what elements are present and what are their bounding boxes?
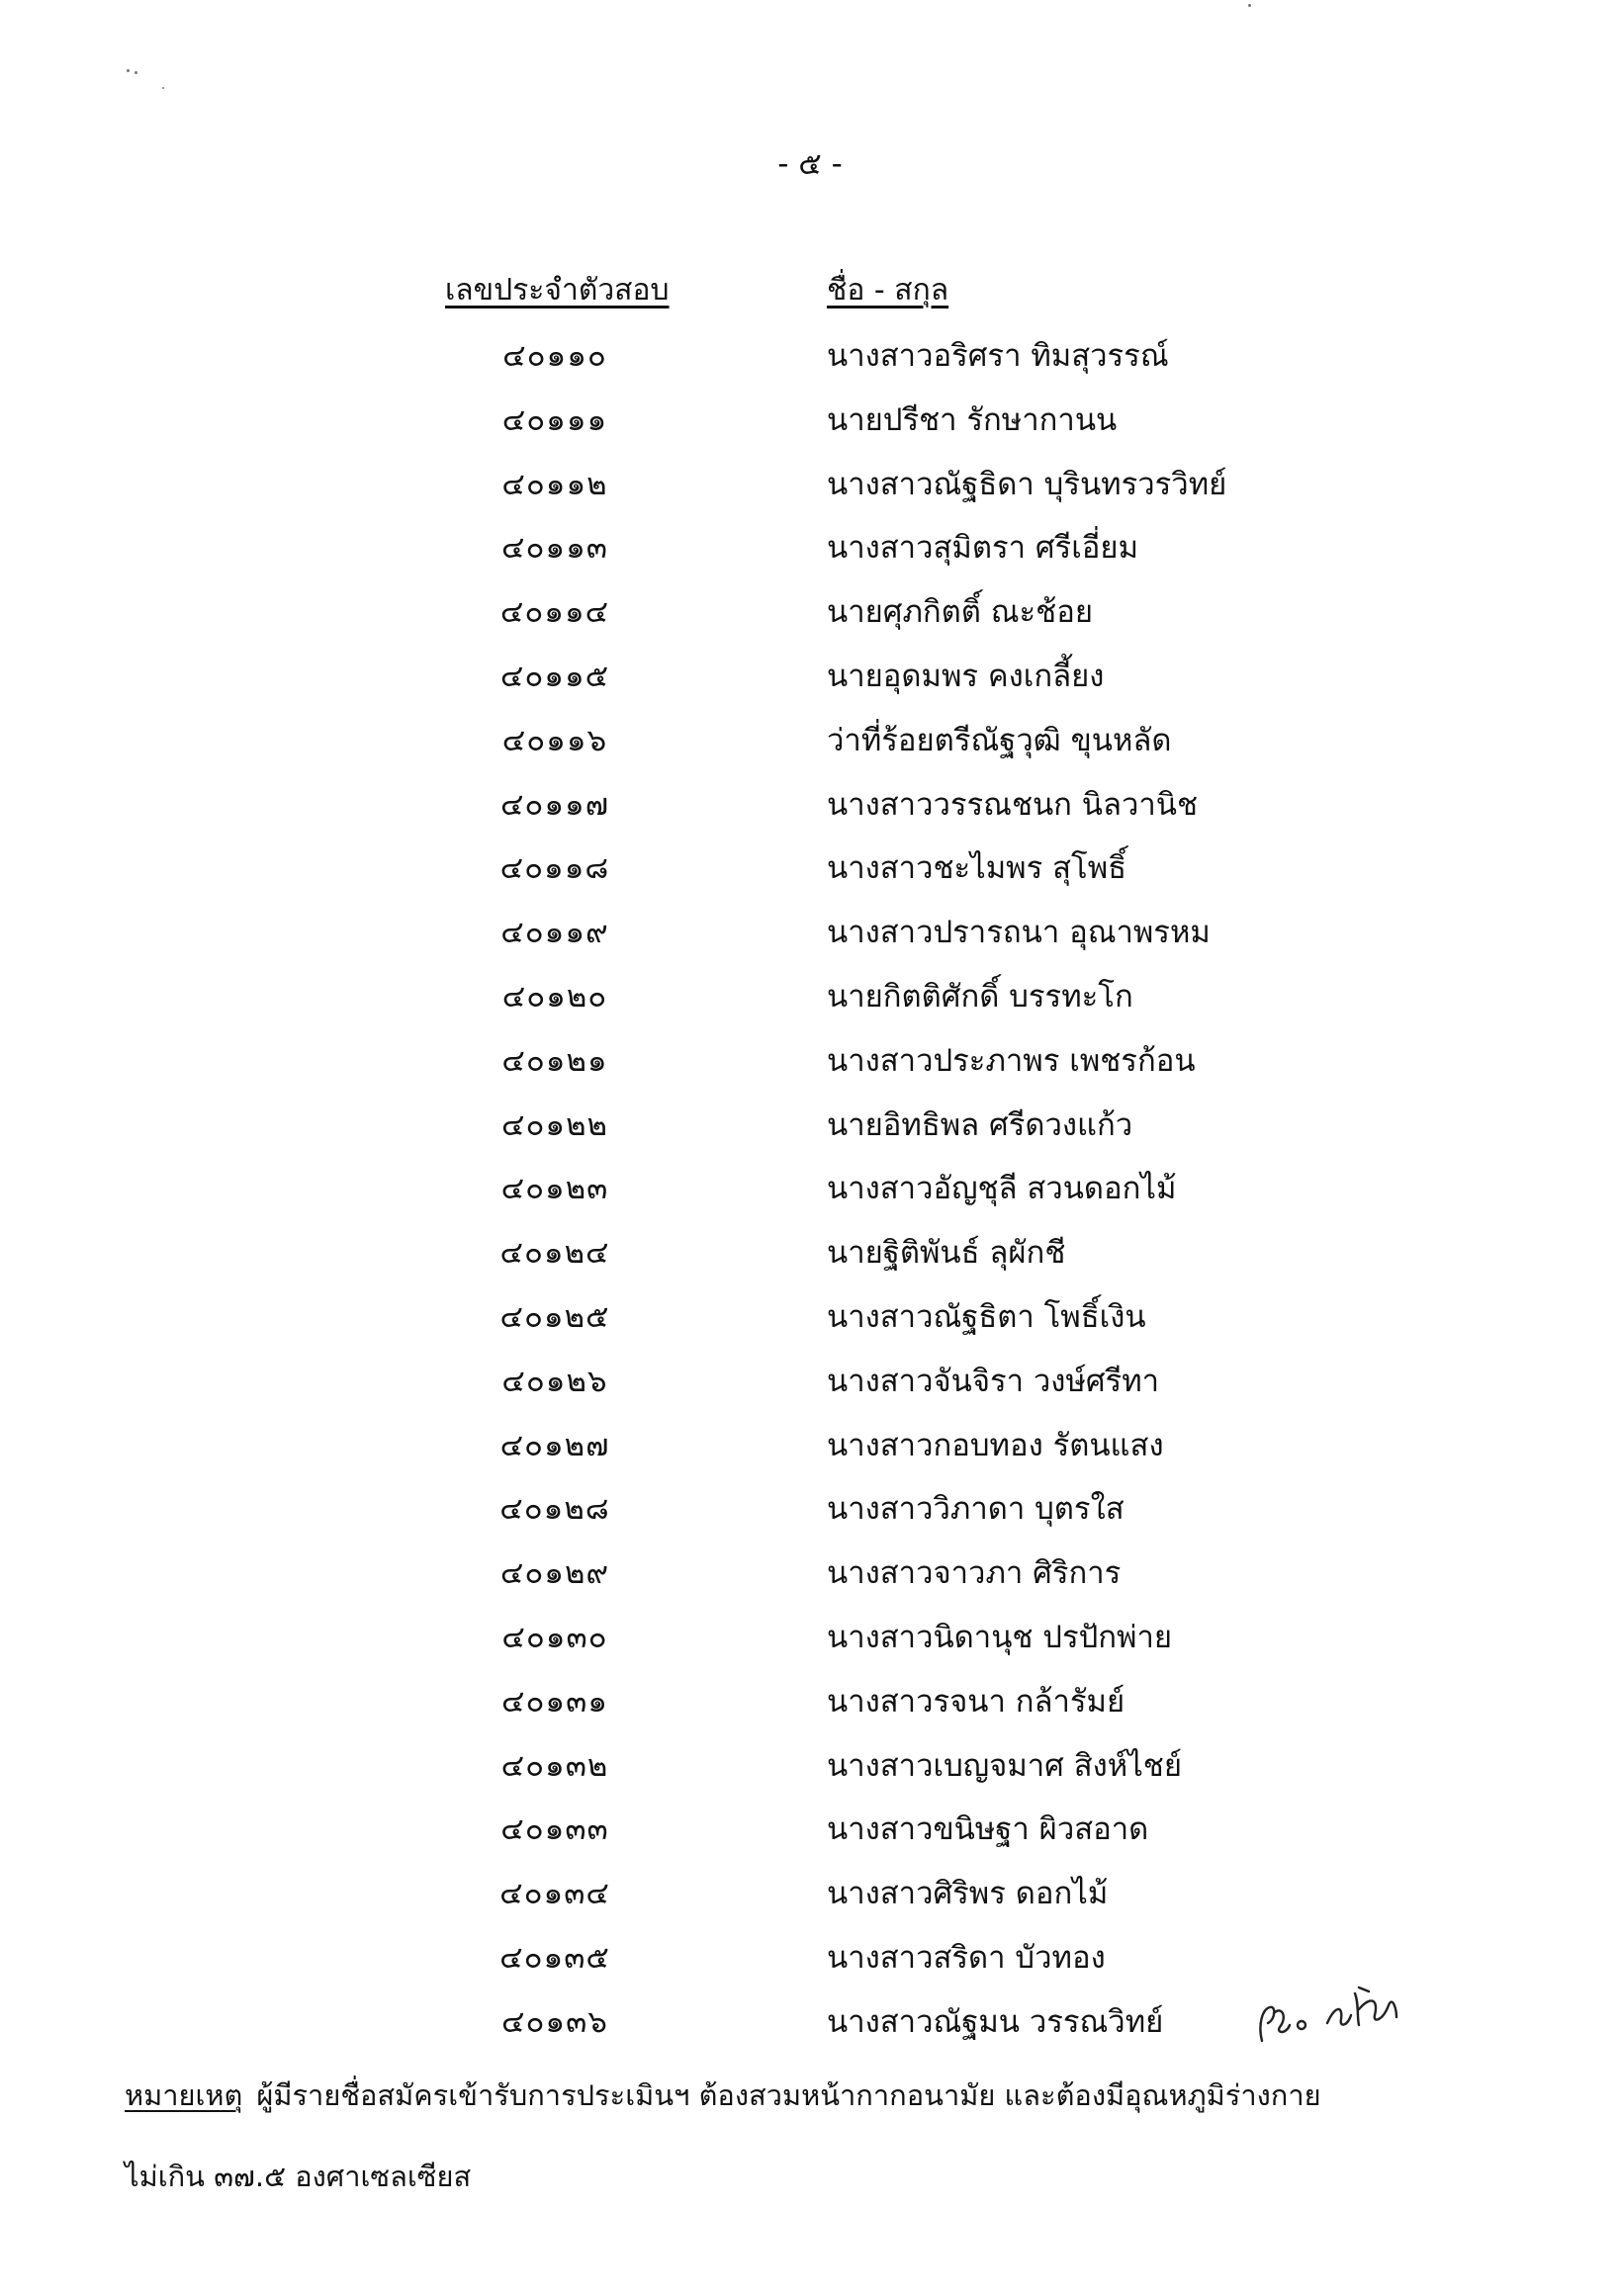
- exam-id: ๔๐๑๑๐: [502, 338, 607, 374]
- exam-id: ๔๐๑๓๖: [501, 2003, 608, 2040]
- full-name: นางสาวณัฐธิตา โพธิ์เงิน: [827, 1298, 1146, 1335]
- candidate-list: [0, 332, 1620, 2063]
- full-name: นางสาวสุมิตรา ศรีเอี่ยม: [827, 530, 1139, 567]
- exam-id: ๔๐๑๓๑: [501, 1683, 608, 1720]
- remark: [125, 2055, 1509, 2217]
- exam-id: ๔๐๑๒๑: [501, 1042, 608, 1079]
- full-name: นางสาวอริศรา ทิมสุวรรณ์: [827, 338, 1169, 374]
- full-name: นางสาวประภาพร เพชรก้อน: [827, 1042, 1196, 1079]
- exam-id: ๔๐๑๑๑: [501, 401, 608, 438]
- table-row: [0, 1358, 1620, 1422]
- table-row: [0, 1102, 1620, 1166]
- full-name: นางสาวสริดา บัวทอง: [827, 1939, 1106, 1976]
- table-row: [0, 844, 1620, 909]
- exam-id: ๔๐๑๒๔: [499, 1235, 610, 1272]
- table-row: [0, 332, 1620, 397]
- scan-speck: [1248, 4, 1251, 7]
- table-row: [0, 1806, 1620, 1870]
- full-name: นางสาวจันจิรา วงษ์ศรีทา: [827, 1363, 1160, 1399]
- full-name: นายอิทธิพล ศรีดวงแก้ว: [827, 1106, 1133, 1143]
- exam-id: ๔๐๑๒๕: [499, 1298, 610, 1335]
- exam-id: ๔๐๑๓๒: [500, 1747, 609, 1784]
- table-row: [0, 1549, 1620, 1614]
- remark-label: หมายเหตุ: [125, 2078, 243, 2112]
- full-name: นางสาวณัฐมน วรรณวิทย์: [827, 2003, 1164, 2040]
- full-name: นางสาวอัญชุลี สวนดอกไม้: [827, 1171, 1177, 1207]
- full-name: นางสาวปรารถนา อุณาพรหม: [827, 915, 1211, 951]
- header-full-name: ชื่อ - สกุล: [827, 273, 949, 308]
- exam-id: ๔๐๑๑๘: [499, 850, 610, 887]
- exam-id: ๔๐๑๓๕: [499, 1939, 610, 1976]
- exam-id: ๔๐๑๑๕: [499, 658, 610, 694]
- remark-text-1: ผู้มีรายชื่อสมัครเข้ารับการประเมินฯ ต้องสวมหน้ากากอนามัย และต้องมีอุณหภูมิร่างกาย: [256, 2078, 1321, 2112]
- full-name: นางสาววรรณชนก นิลวานิช: [827, 786, 1199, 823]
- exam-id: ๔๐๑๒๒: [501, 1106, 608, 1143]
- full-name: นางสาวขนิษฐา ผิวสอาด: [827, 1811, 1149, 1848]
- table-row: [0, 1229, 1620, 1293]
- table-row: [0, 524, 1620, 588]
- table-row: [0, 461, 1620, 525]
- exam-id: ๔๐๑๑๙: [500, 915, 609, 951]
- full-name: ว่าที่ร้อยตรีณัฐวุฒิ ขุนหลัด: [827, 722, 1172, 758]
- table-row: [0, 1614, 1620, 1678]
- exam-id: ๔๐๑๒๘: [499, 1491, 610, 1528]
- table-row: [0, 588, 1620, 653]
- exam-id: ๔๐๑๒๙: [499, 1555, 610, 1592]
- header-exam-id: เลขประจำตัวสอบ: [445, 273, 670, 308]
- remark-line-1: [125, 2055, 1509, 2136]
- table-row: [0, 1165, 1620, 1229]
- full-name: นางสาววิภาดา บุตรใส: [827, 1491, 1125, 1528]
- full-name: นางสาวศิริพร ดอกไม้: [827, 1876, 1109, 1912]
- full-name: นางสาวกอบทอง รัตนแสง: [827, 1427, 1164, 1463]
- table-row: [0, 717, 1620, 781]
- table-row: [0, 973, 1620, 1037]
- table-row: [0, 397, 1620, 461]
- full-name: นายฐิติพันธ์ ลุผักชี: [827, 1235, 1066, 1272]
- exam-id: ๔๐๑๑๗: [499, 786, 610, 823]
- exam-id: ๔๐๑๓๐: [501, 1619, 608, 1655]
- table-row: [0, 1293, 1620, 1358]
- exam-id: ๔๐๑๒๓: [500, 1171, 609, 1207]
- exam-id: ๔๐๑๑๒: [501, 466, 608, 502]
- table-row: [0, 781, 1620, 845]
- exam-id: ๔๐๑๑๓: [501, 530, 608, 567]
- scan-speck: [127, 69, 130, 72]
- table-row: [0, 1037, 1620, 1102]
- remark-line-2: ไม่เกิน ๓๗.๕ องศาเซลเซียส: [125, 2160, 472, 2193]
- full-name: นายกิตติศักดิ์ บรรทะโก: [827, 978, 1133, 1015]
- full-name: นายอุดมพร คงเกลี้ยง: [827, 658, 1105, 694]
- table-row: [0, 909, 1620, 973]
- page-number: - ๕ -: [777, 146, 843, 182]
- table-row: [0, 1870, 1620, 1934]
- table-header: [0, 267, 1620, 314]
- table-row: [0, 1422, 1620, 1486]
- exam-id: ๔๐๑๒๖: [501, 1363, 608, 1399]
- full-name: นายศุภกิตติ์ ณะช้อย: [827, 594, 1093, 631]
- scan-speck: [135, 71, 137, 74]
- table-row: [0, 1678, 1620, 1742]
- full-name: นางสาวนิดานุช ปรปักพ่าย: [827, 1619, 1173, 1655]
- exam-id: ๔๐๑๑๖: [501, 722, 608, 758]
- scan-speck: [162, 87, 164, 89]
- exam-id: ๔๐๑๓๓: [500, 1811, 609, 1848]
- full-name: นางสาวเบญจมาศ สิงห์ไชย์: [827, 1747, 1182, 1784]
- exam-id: ๔๐๑๓๔: [499, 1876, 610, 1912]
- exam-id: ๔๐๑๑๔: [499, 594, 610, 631]
- handwritten-signature: [1248, 1966, 1426, 2055]
- full-name: นางสาวชะไมพร สุโพธิ์: [827, 850, 1127, 887]
- full-name: นายปรีชา รักษากานน: [827, 401, 1118, 438]
- table-row: [0, 653, 1620, 717]
- exam-id: ๔๐๑๒๐: [501, 978, 608, 1015]
- table-row: [0, 1742, 1620, 1807]
- full-name: นางสาวณัฐธิดา บุรินทรวรวิทย์: [827, 466, 1227, 502]
- table-row: [0, 1485, 1620, 1549]
- full-name: นางสาวรจนา กล้ารัมย์: [827, 1683, 1125, 1720]
- exam-id: ๔๐๑๒๗: [499, 1427, 610, 1463]
- full-name: นางสาวจาวภา ศิริการ: [827, 1555, 1122, 1592]
